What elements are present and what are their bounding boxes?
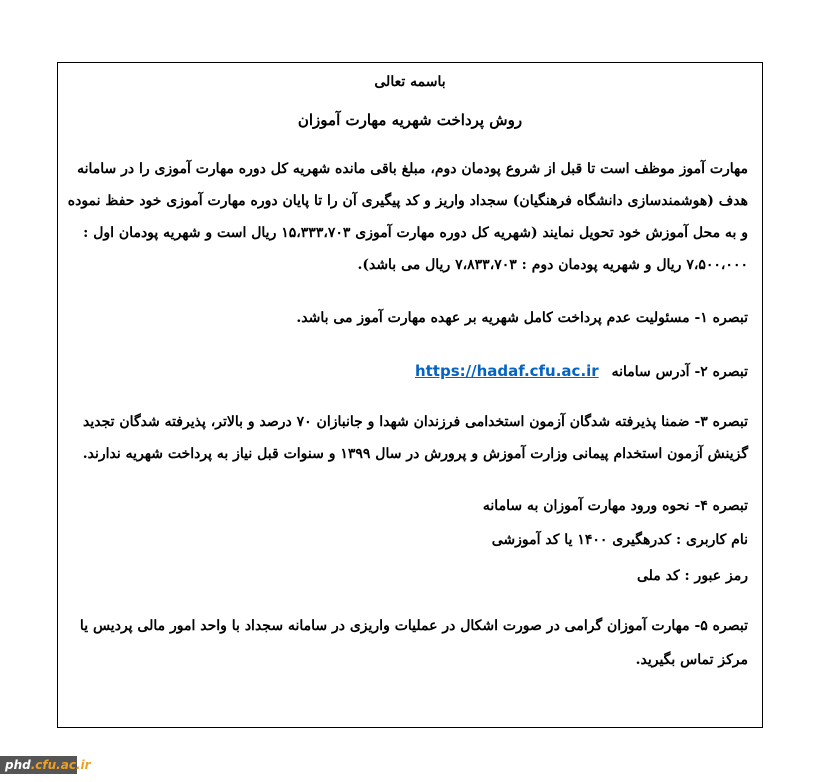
intro-line: مهارت آموز موظف است تا قبل از شروع پودمان دوم، مبلغ باقی مانده شهریه کل دوره مهارت آموزی را در سامانه	[77, 161, 748, 177]
username-info: نام کاربری : کدرهگیری ۱۴۰۰ یا کد آموزشی	[491, 532, 748, 548]
basmala: باسمه تعالی	[374, 74, 446, 90]
document-frame	[57, 62, 763, 728]
note-1: تبصره ۱- مسئولیت عدم پرداخت کامل شهریه بر عهده مهارت آموز می باشد.	[296, 310, 748, 326]
intro-line: ۷،۵۰۰،۰۰۰ ریال و شهریه پودمان دوم : ۷،۸۳۳،۷۰۳ ریال می باشد).	[357, 257, 748, 273]
page-title: روش پرداخت شهریه مهارت آموزان	[297, 111, 523, 129]
note-2	[415, 361, 748, 382]
note-3-line: گزینش آزمون استخدام پیمانی وزارت آموزش و پرورش در سال ۱۳۹۹ و سنوات قبل نیاز به پرداخت شهریه ندارند.	[82, 446, 748, 462]
watermark-part2: .cfu.ac.ir	[30, 758, 91, 772]
system-url-link[interactable]: https://hadaf.cfu.ac.ir	[414, 362, 599, 380]
note-3-line: تبصره ۳- ضمنا پذیرفته شدگان آزمون استخدامی فرزندان شهدا و جانبازان ۷۰ درصد و بالاتر، پذیرفته شدگان تجدید	[83, 414, 748, 430]
intro-line: هدف (هوشمندسازی دانشگاه فرهنگیان) سجداد واریز و کد پیگیری آن را تا پایان دوره مهارت آموزی خود حفظ نموده	[67, 193, 748, 209]
intro-line: و به محل آموزش خود تحویل نمایند (شهریه کل دوره مهارت آموزی ۱۵،۳۳۳،۷۰۳ ریال است و شهریه پودمان اول :	[83, 225, 748, 241]
password-info: رمز عبور : کد ملی	[636, 568, 748, 584]
note-5-line: مرکز تماس بگیرید.	[635, 652, 748, 668]
watermark-part1: phd	[5, 758, 31, 772]
watermark-logo	[0, 756, 91, 774]
note-4-title: تبصره ۴- نحوه ورود مهارت آموزان به سامانه	[482, 498, 748, 514]
note-5-line: تبصره ۵- مهارت آموزان گرامی در صورت اشکال در عملیات واریزی در سامانه سجداد با واحد امور مالی پردیس یا	[79, 618, 748, 634]
note-2-label: تبصره ۲- آدرس سامانه	[611, 364, 748, 380]
